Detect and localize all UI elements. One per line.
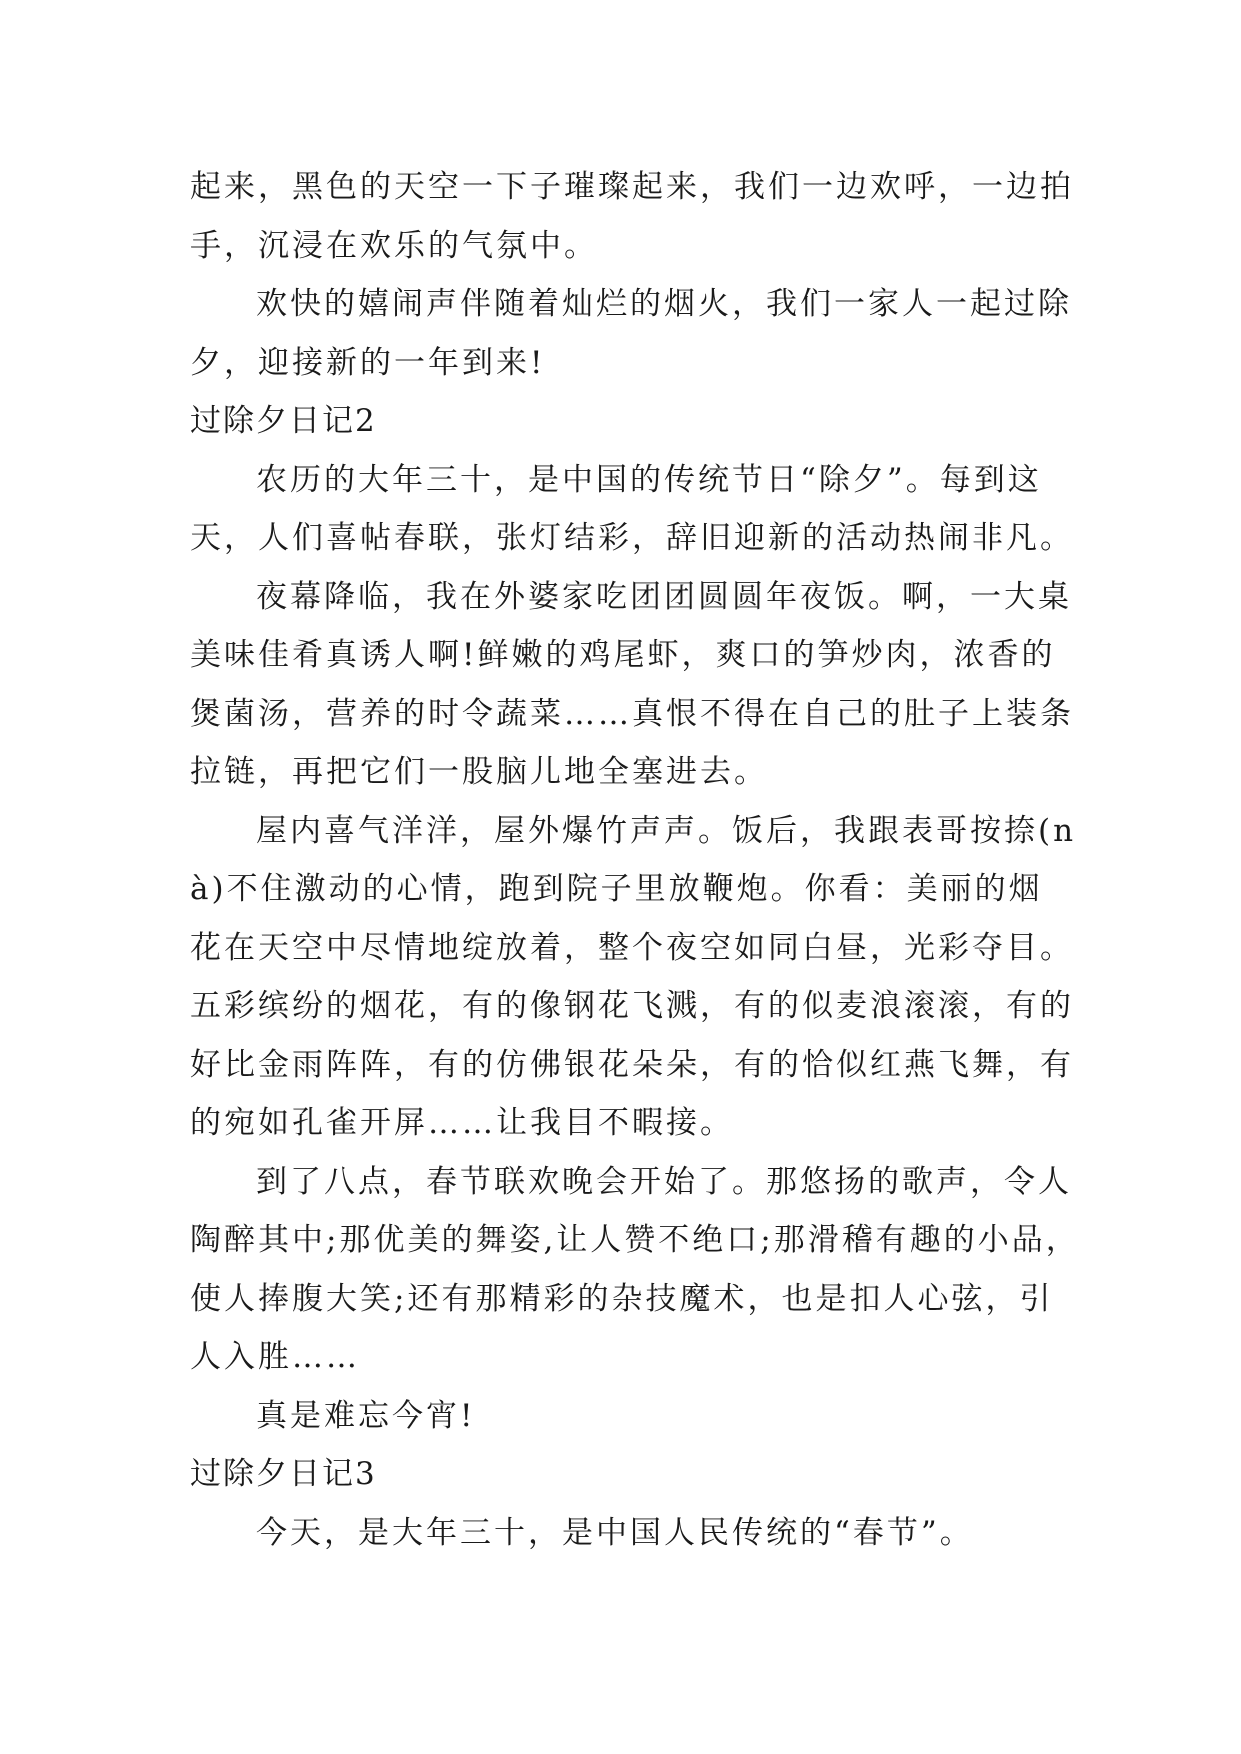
body-line: 的宛如孔雀开屏……让我目不暇接。 — [190, 1105, 734, 1141]
body-line: 起来，黑色的天空一下子璀璨起来，我们一边欢呼，一边拍 — [190, 169, 1074, 205]
body-line: 手，沉浸在欢乐的气氛中。 — [190, 227, 598, 264]
body-line: à)不住激动的心情，跑到院子里放鞭炮。你看：美丽的烟 — [190, 871, 1043, 907]
paragraph-start-line: 到了八点，春节联欢晚会开始了。那悠扬的歌声，令人 — [256, 1163, 1072, 1200]
body-line: 天，人们喜帖春联，张灯结彩，辞旧迎新的活动热闹非凡。 — [190, 520, 1074, 556]
section-heading: 过除夕日记3 — [190, 1456, 377, 1492]
paragraph-start-line: 农历的大年三十，是中国的传统节日“除夕”。每到这 — [256, 461, 1042, 498]
section-heading: 过除夕日记2 — [190, 403, 377, 439]
body-line: 五彩缤纷的烟花，有的像钢花飞溅，有的似麦浪滚滚，有的 — [190, 988, 1074, 1024]
body-line: 美味佳肴真诱人啊!鲜嫩的鸡尾虾，爽口的笋炒肉，浓香的 — [190, 637, 1056, 673]
body-line: 使人捧腹大笑;还有那精彩的杂技魔术，也是扣人心弦，引 — [190, 1280, 1054, 1317]
body-line: 夕，迎接新的一年到来! — [190, 344, 546, 381]
body-line: 陶醉其中;那优美的舞姿,让人赞不绝口;那滑稽有趣的小品， — [190, 1222, 1080, 1258]
document-page — [190, 158, 1080, 1562]
body-line: 好比金雨阵阵，有的仿佛银花朵朵，有的恰似红燕飞舞，有 — [190, 1046, 1074, 1083]
paragraph-start-line: 真是难忘今宵! — [256, 1397, 476, 1434]
body-line: 人入胜…… — [190, 1339, 360, 1375]
paragraph-start-line: 屋内喜气洋洋，屋外爆竹声声。饭后，我跟表哥按捺(n — [256, 812, 1077, 849]
body-line: 煲菌汤，营养的时令蔬菜……真恨不得在自己的肚子上装条 — [190, 695, 1074, 732]
body-line: 花在天空中尽情地绽放着，整个夜空如同白昼，光彩夺目。 — [190, 929, 1074, 966]
paragraph-start-line: 欢快的嬉闹声伴随着灿烂的烟火，我们一家人一起过除 — [256, 286, 1072, 322]
paragraph-start-line: 夜幕降临，我在外婆家吃团团圆圆年夜饭。啊，一大桌 — [256, 578, 1072, 615]
paragraph-start-line: 今天，是大年三十，是中国人民传统的“春节”。 — [256, 1514, 974, 1551]
body-line: 拉链，再把它们一股脑儿地全塞进去。 — [190, 754, 768, 790]
